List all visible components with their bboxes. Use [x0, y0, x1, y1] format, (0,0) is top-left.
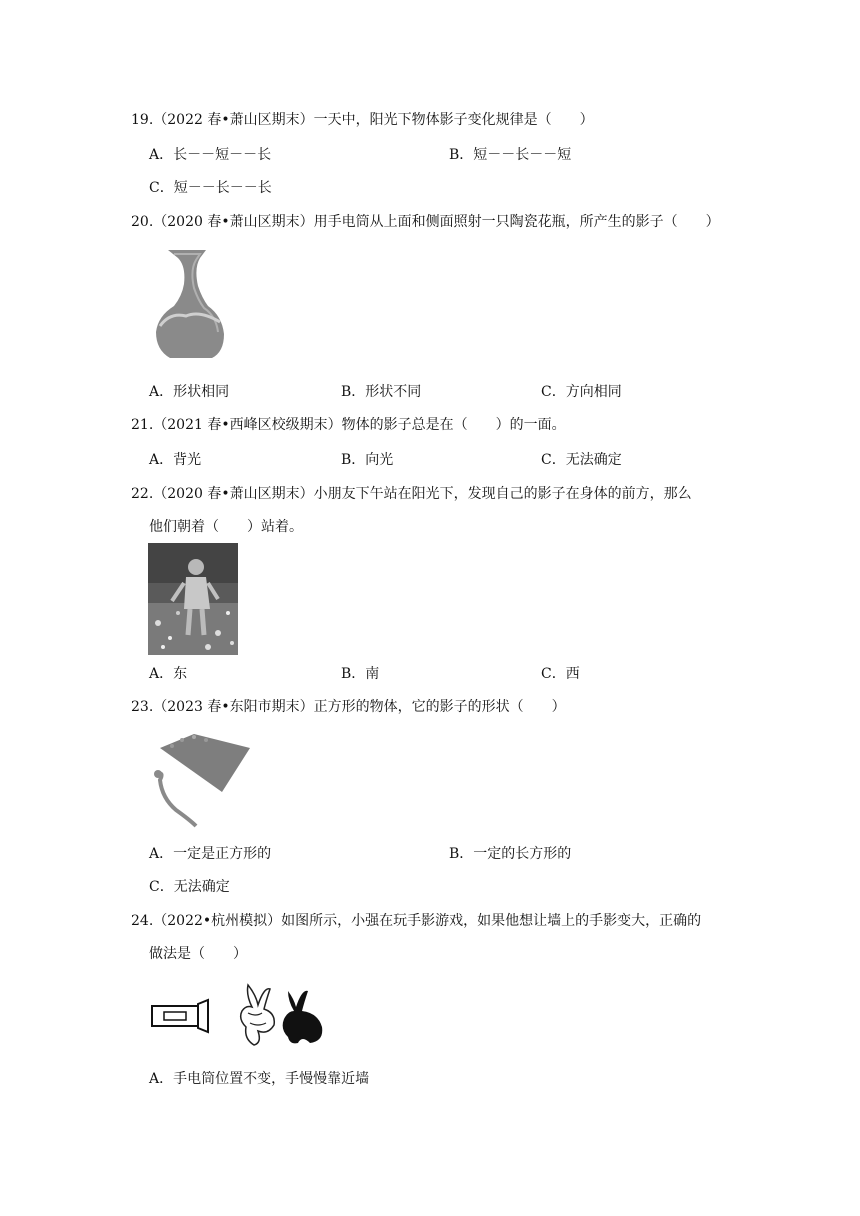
hand-shadow-rabbit-image [236, 983, 328, 1049]
question-22-option-c[interactable]: C．西 [541, 666, 580, 682]
question-24-stem-line1: 24.（2022•杭州模拟）如图所示，小强在玩手影游戏，如果他想让墙上的手影变大，正确的 [131, 913, 702, 929]
question-21-option-a[interactable]: A．背光 [149, 452, 202, 468]
question-21-option-c[interactable]: C．无法确定 [541, 452, 622, 468]
question-19-option-b[interactable]: B．短－－长－－短 [449, 147, 572, 163]
question-23-option-b[interactable]: B．一定的长方形的 [449, 846, 572, 862]
square-object-shadow-image [150, 728, 254, 832]
question-19-option-c[interactable]: C．短－－长－－长 [149, 180, 272, 196]
question-19-stem: 19.（2022 春•萧山区期末）一天中，阳光下物体影子变化规律是（ ） [131, 112, 594, 128]
flashlight-icon [150, 983, 220, 1047]
vase-image [150, 246, 230, 366]
child-in-sunlight-image [148, 543, 238, 655]
question-23-option-a[interactable]: A．一定是正方形的 [149, 846, 272, 862]
question-24-option-a[interactable]: A．手电筒位置不变，手慢慢靠近墙 [149, 1071, 370, 1087]
question-22-option-a[interactable]: A．东 [149, 666, 188, 682]
question-20-option-c[interactable]: C．方向相同 [541, 384, 622, 400]
question-23-stem: 23.（2023 春•东阳市期末）正方形的物体，它的影子的形状（ ） [131, 699, 566, 715]
question-21-stem: 21.（2021 春•西峰区校级期末）物体的影子总是在（ ）的一面。 [131, 417, 566, 433]
question-19-option-a[interactable]: A．长－－短－－长 [149, 147, 272, 163]
question-23-option-c[interactable]: C．无法确定 [149, 879, 230, 895]
question-22-stem-line1: 22.（2020 春•萧山区期末）小朋友下午站在阳光下，发现自己的影子在身体的前方，那么 [131, 486, 692, 502]
question-22-stem-line2: 他们朝着（ ）站着。 [149, 519, 303, 535]
question-22-option-b[interactable]: B．南 [341, 666, 380, 682]
question-20-option-a[interactable]: A．形状相同 [149, 384, 230, 400]
question-21-option-b[interactable]: B．向光 [341, 452, 394, 468]
question-24-stem-line2: 做法是（ ） [149, 946, 247, 962]
question-20-option-b[interactable]: B．形状不同 [341, 384, 422, 400]
question-20-stem: 20.（2020 春•萧山区期末）用手电筒从上面和侧面照射一只陶瓷花瓶，所产生的影子（ ） [131, 214, 720, 230]
